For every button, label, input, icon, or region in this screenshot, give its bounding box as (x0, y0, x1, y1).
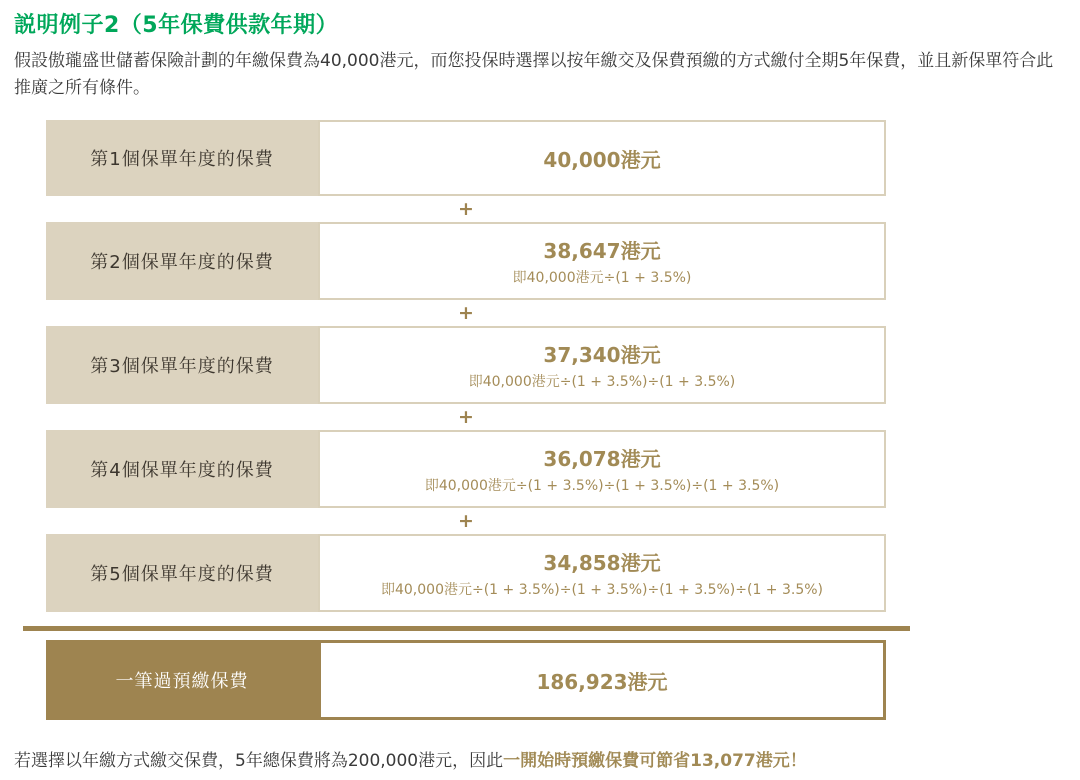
row-formula: 即40,000港元÷(1 + 3.5%)÷(1 + 3.5%) (468, 374, 736, 390)
footer-text (14, 748, 1064, 774)
row-value: 38,647港元 (543, 239, 661, 263)
page-title: 説明例子2（5年保費供款年期） (14, 13, 339, 38)
row-label: 第4個保單年度的保費 (46, 430, 318, 508)
row-formula: 即40,000港元÷(1 + 3.5%)÷(1 + 3.5%)÷(1 + 3.5%)÷(1 + 3.5%) (380, 582, 824, 598)
intro-text: 假設傲瓏盛世儲蓄保險計劃的年繳保費為40,000港元，而您投保時選擇以按年繳交及保費預繳的方式繳付全期5年保費，並且新保單符合此推廣之所有條件。 (14, 51, 1054, 98)
plus-sign: + (458, 406, 474, 428)
table-row (46, 534, 886, 612)
plus-sign: + (458, 302, 474, 324)
row-formula: 即40,000港元÷(1 + 3.5%) (512, 270, 692, 286)
total-value-cell (318, 640, 886, 720)
row-value: 40,000港元 (543, 147, 661, 172)
row-label: 第3個保單年度的保費 (46, 326, 318, 404)
table-row (46, 430, 886, 508)
row-value-cell (318, 326, 886, 404)
table-row (46, 222, 886, 300)
row-label: 第2個保單年度的保費 (46, 222, 318, 300)
footer-highlight: 一開始時預繳保費可節省13,077港元！ (503, 751, 807, 771)
premium-table (46, 120, 886, 720)
row-value-cell (318, 534, 886, 612)
plus-sign: + (458, 510, 474, 532)
row-label: 第5個保單年度的保費 (46, 534, 318, 612)
total-label: 一筆過預繳保費 (46, 640, 318, 720)
row-label: 第1個保單年度的保費 (46, 120, 318, 196)
table-row (46, 120, 886, 196)
plus-sign: + (458, 198, 474, 220)
row-value-cell (318, 120, 886, 196)
row-value: 34,858港元 (543, 551, 661, 575)
row-value-cell (318, 222, 886, 300)
row-value-cell (318, 430, 886, 508)
total-divider (23, 626, 910, 631)
total-row (46, 640, 886, 720)
table-row (46, 326, 886, 404)
row-value: 36,078港元 (543, 447, 661, 471)
footer-prefix: 若選擇以年繳方式繳交保費，5年總保費將為200,000港元，因此 (14, 751, 504, 771)
row-value: 37,340港元 (543, 343, 661, 367)
total-value: 186,923港元 (536, 669, 668, 694)
row-formula: 即40,000港元÷(1 + 3.5%)÷(1 + 3.5%)÷(1 + 3.5%) (424, 478, 780, 494)
